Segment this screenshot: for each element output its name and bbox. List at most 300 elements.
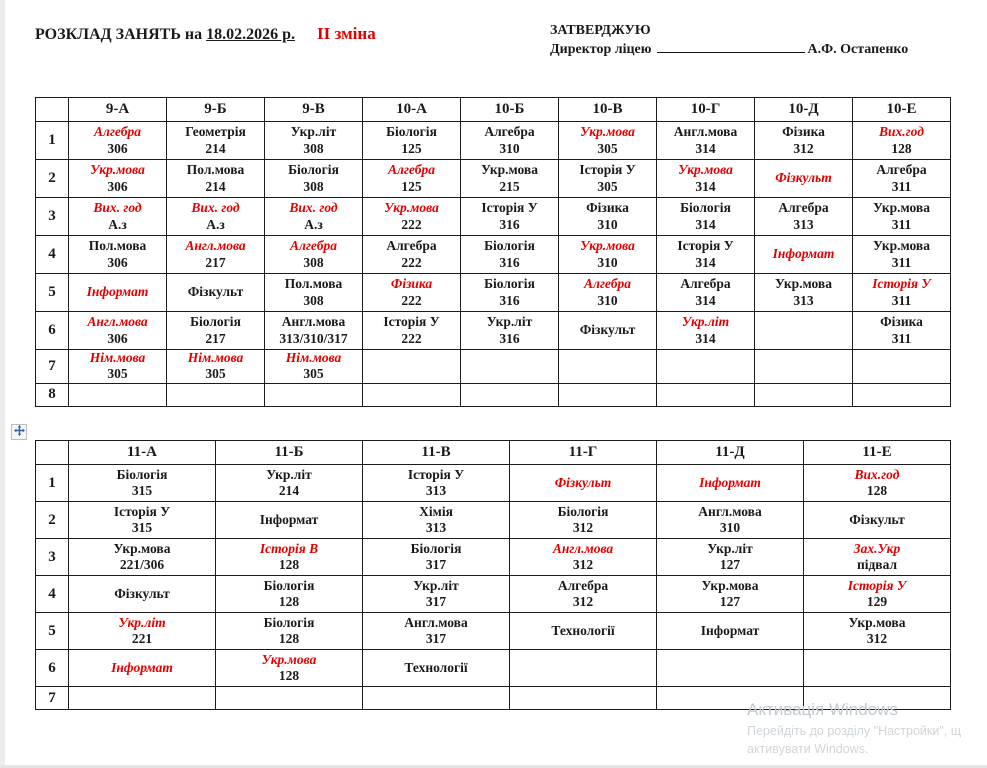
lesson-cell [853, 198, 951, 236]
lesson-cell [363, 198, 461, 236]
room-label: 214 [278, 483, 300, 498]
lesson-cell [167, 198, 265, 236]
lesson-cell [363, 539, 510, 576]
room-label: 312 [866, 631, 888, 646]
lesson-cell [853, 236, 951, 274]
room-label: 306 [107, 330, 128, 346]
schedule-row [36, 160, 951, 198]
subject-label: Біологія [484, 238, 535, 254]
subject-label: Укр.мова [848, 614, 906, 630]
lesson-cell [755, 312, 853, 350]
lesson-cell [657, 312, 755, 350]
lesson-cell [657, 198, 755, 236]
room-label: 127 [719, 594, 741, 609]
room-label: 306 [107, 140, 128, 156]
room-label: 312 [572, 520, 594, 535]
lesson-cell [69, 198, 167, 236]
subject-label: Технології [404, 659, 468, 675]
lesson-cell [69, 613, 216, 650]
room-label: 316 [499, 292, 520, 308]
room-label: 308 [303, 254, 324, 270]
lesson-cell [363, 383, 461, 406]
subject-label: Укр.мова [261, 651, 317, 667]
room-label: 215 [499, 178, 520, 194]
subject-label: Історія У [113, 503, 171, 519]
room-label: А.з [304, 216, 323, 232]
lesson-cell [853, 274, 951, 312]
room-label: 315 [131, 520, 153, 535]
period-number: 3 [36, 539, 69, 576]
subject-label: Алгебра [290, 238, 337, 254]
lesson-cell [363, 160, 461, 198]
lesson-cell [559, 274, 657, 312]
room-label: 214 [205, 140, 226, 156]
room-label: 314 [695, 216, 716, 232]
subject-label: Біологія [386, 124, 437, 140]
table-move-handle[interactable] [11, 424, 27, 440]
subject-label: Фізика [880, 314, 923, 330]
class-header: 10-Е [853, 98, 951, 122]
lesson-cell [461, 122, 559, 160]
title-main: РОЗКЛАД ЗАНЯТЬ на [35, 26, 207, 43]
title-date: 18.02.2026 р. [206, 26, 296, 43]
subject-label: Англ.мова [673, 124, 738, 140]
room-label: 221 [131, 631, 153, 646]
lesson-cell [755, 350, 853, 384]
room-label: 313 [425, 520, 447, 535]
lesson-cell [755, 160, 853, 198]
subject-label: Англ.мова [281, 314, 346, 330]
room-label: 222 [401, 254, 422, 270]
subject-label: Інформат [700, 622, 760, 638]
room-label: 311 [891, 178, 912, 194]
subject-label: Інформат [699, 474, 761, 490]
subject-label: Укр.мова [873, 238, 930, 254]
room-label: 311 [891, 330, 912, 346]
subject-label: Укр.мова [678, 162, 733, 178]
lesson-cell [265, 160, 363, 198]
subject-label: Укр.мова [701, 577, 759, 593]
subject-label: Укр.літ [290, 124, 337, 140]
lesson-cell [559, 198, 657, 236]
period-number: 4 [36, 576, 69, 613]
lesson-cell [216, 650, 363, 687]
room-label: 306 [107, 178, 128, 194]
lesson-cell [363, 613, 510, 650]
room-label: 306 [107, 254, 128, 270]
subject-label: Алгебра [484, 124, 535, 140]
class-header: 11-Е [804, 441, 951, 465]
subject-label: Історія У [579, 162, 636, 178]
room-label: 314 [695, 292, 716, 308]
room-label: 221/306 [119, 557, 165, 572]
room-label: 310 [719, 520, 741, 535]
page-edge-left [0, 0, 5, 768]
period-number: 3 [36, 198, 69, 236]
lesson-cell [363, 650, 510, 687]
subject-label: Зах.Укр [853, 540, 901, 556]
period-number: 4 [36, 236, 69, 274]
room-label: 310 [597, 254, 618, 270]
room-label: 313/310/317 [279, 330, 348, 346]
lesson-cell [69, 274, 167, 312]
subject-label: Геометрія [185, 124, 246, 140]
subject-label: Нім.мова [187, 350, 244, 365]
room-label: 314 [695, 330, 716, 346]
period-number: 2 [36, 502, 69, 539]
lesson-cell [510, 650, 657, 687]
subject-label: Біологія [484, 276, 535, 292]
lesson-cell [363, 312, 461, 350]
subject-label: Алгебра [876, 162, 927, 178]
subject-label: Фізкульт [579, 322, 636, 338]
schedule-table-11 [35, 440, 951, 710]
lesson-cell [265, 312, 363, 350]
room-label: 308 [303, 292, 324, 308]
subject-label: Хімія [419, 503, 453, 519]
room-label: 128 [278, 631, 300, 646]
class-header: 10-А [363, 98, 461, 122]
lesson-cell [804, 502, 951, 539]
lesson-cell [657, 613, 804, 650]
period-number: 2 [36, 160, 69, 198]
lesson-cell [363, 502, 510, 539]
watermark-line2: Перейдіть до розділу "Настройки", щ [747, 723, 962, 738]
lesson-cell [461, 383, 559, 406]
subject-label: Укр.літ [486, 314, 533, 330]
room-label: 310 [597, 292, 618, 308]
subject-label: Укр.мова [481, 162, 538, 178]
approval-name: А.Ф. Остапенко [807, 41, 909, 57]
schedule-row [36, 236, 951, 274]
room-label: 305 [107, 366, 128, 382]
class-header: 10-Г [657, 98, 755, 122]
subject-label: Пол.мова [186, 162, 245, 178]
lesson-cell [510, 687, 657, 710]
lesson-cell [216, 502, 363, 539]
windows-activation-watermark [747, 699, 987, 758]
room-label: 317 [425, 557, 447, 572]
lesson-cell [657, 236, 755, 274]
lesson-cell [69, 502, 216, 539]
approval-prefix: Директор ліцею [550, 41, 652, 57]
approval-signature-line [550, 41, 908, 60]
subject-label: Біологія [190, 314, 241, 330]
schedule-row [36, 350, 951, 384]
lesson-cell [461, 274, 559, 312]
lesson-cell [69, 160, 167, 198]
class-header: 10-Д [755, 98, 853, 122]
lesson-cell [363, 576, 510, 613]
lesson-cell [167, 122, 265, 160]
subject-label: Укр.мова [113, 540, 171, 556]
room-label: 217 [205, 254, 226, 270]
lesson-cell [363, 687, 510, 710]
lesson-cell [657, 576, 804, 613]
lesson-cell [559, 236, 657, 274]
subject-label: Історія У [481, 200, 538, 216]
lesson-cell [510, 539, 657, 576]
subject-label: Англ.мова [87, 314, 148, 330]
subject-label: Фізкульт [849, 511, 905, 527]
subject-label: Укр.літ [707, 540, 753, 556]
room-label: 316 [499, 254, 520, 270]
class-header: 10-В [559, 98, 657, 122]
lesson-cell [804, 465, 951, 502]
subject-label: Укр.літ [118, 614, 166, 630]
corner-cell [36, 441, 69, 465]
class-header: 9-А [69, 98, 167, 122]
lesson-cell [167, 236, 265, 274]
room-label: 128 [278, 557, 300, 572]
room-label: 312 [793, 140, 814, 156]
subject-label: Біологія [116, 466, 168, 482]
subject-label: Англ.мова [552, 540, 614, 556]
lesson-cell [559, 122, 657, 160]
room-label: 222 [401, 330, 422, 346]
lesson-cell [167, 312, 265, 350]
subject-label: Історія У [872, 276, 931, 292]
lesson-cell [461, 198, 559, 236]
lesson-cell [265, 350, 363, 384]
room-label: 314 [695, 254, 716, 270]
lesson-cell [265, 122, 363, 160]
lesson-cell [853, 383, 951, 406]
subject-label: Фізика [390, 276, 433, 292]
subject-label: Алгебра [778, 200, 829, 216]
subject-label: Вих. год [93, 200, 142, 216]
lesson-cell [69, 539, 216, 576]
watermark-line3: активувати Windows. [747, 742, 869, 757]
subject-label: Біологія [263, 614, 315, 630]
room-label: 313 [793, 216, 814, 232]
lesson-cell [853, 350, 951, 384]
approval-block [550, 22, 908, 60]
room-label: 125 [401, 140, 422, 156]
subject-label: Алгебра [584, 276, 631, 292]
period-number: 6 [36, 650, 69, 687]
period-number: 8 [36, 383, 69, 406]
lesson-cell [657, 160, 755, 198]
lesson-cell [657, 539, 804, 576]
room-label: 315 [131, 483, 153, 498]
lesson-cell [461, 350, 559, 384]
room-label: 222 [401, 292, 422, 308]
lesson-cell [167, 350, 265, 384]
lesson-cell [657, 350, 755, 384]
lesson-cell [363, 236, 461, 274]
subject-label: Пол.мова [88, 238, 147, 254]
subject-label: Біологія [557, 503, 609, 519]
subject-label: Укр.мова [775, 276, 832, 292]
lesson-cell [510, 576, 657, 613]
room-label: 316 [499, 216, 520, 232]
room-label: 311 [891, 254, 912, 270]
document-title [35, 24, 376, 44]
lesson-cell [559, 350, 657, 384]
schedule-row [36, 383, 951, 406]
lesson-cell [853, 160, 951, 198]
room-label: 127 [719, 557, 741, 572]
corner-cell [36, 98, 69, 122]
subject-label: Інформат [259, 511, 319, 527]
class-header: 9-В [265, 98, 363, 122]
signature-blank [657, 41, 805, 53]
subject-label: Англ.мова [185, 238, 246, 254]
subject-label: Нім.мова [89, 350, 146, 365]
lesson-cell [657, 465, 804, 502]
subject-label: Укр.літ [681, 314, 730, 330]
room-label: 305 [597, 140, 618, 156]
lesson-cell [755, 198, 853, 236]
subject-label: Біологія [680, 200, 731, 216]
lesson-cell [657, 650, 804, 687]
subject-label: Історія У [677, 238, 734, 254]
lesson-cell [69, 465, 216, 502]
subject-label: Алгебра [557, 577, 609, 593]
lesson-cell [167, 383, 265, 406]
period-number: 5 [36, 613, 69, 650]
approval-heading: ЗАТВЕРДЖУЮ [550, 23, 651, 38]
room-label: 128 [278, 668, 300, 683]
room-label: 128 [278, 594, 300, 609]
subject-label: Вих.год [854, 466, 900, 482]
subject-label: Історія В [259, 540, 319, 556]
lesson-cell [755, 383, 853, 406]
room-label: 317 [425, 631, 447, 646]
room-label: 305 [597, 178, 618, 194]
lesson-cell [363, 122, 461, 160]
lesson-cell [755, 122, 853, 160]
room-label: 305 [205, 366, 226, 382]
subject-label: Англ.мова [404, 614, 468, 630]
room-label: 310 [499, 140, 520, 156]
room-label: підвал [856, 557, 898, 572]
period-number: 7 [36, 687, 69, 710]
subject-label: Укр.мова [384, 200, 439, 216]
lesson-cell [265, 383, 363, 406]
subject-label: Біологія [263, 577, 315, 593]
schedule-table-9-10 [35, 97, 951, 407]
subject-label: Фізкульт [187, 284, 244, 300]
class-header: 11-В [363, 441, 510, 465]
lesson-cell [510, 465, 657, 502]
subject-label: Алгебра [680, 276, 731, 292]
lesson-cell [363, 274, 461, 312]
lesson-cell [167, 160, 265, 198]
lesson-cell [216, 613, 363, 650]
lesson-cell [510, 502, 657, 539]
title-shift: ІІ зміна [317, 24, 376, 43]
watermark-title: Активація Windows [747, 700, 898, 719]
subject-label: Біологія [410, 540, 462, 556]
lesson-cell [265, 236, 363, 274]
schedule-row [36, 274, 951, 312]
subject-label: Алгебра [94, 124, 141, 140]
lesson-cell [69, 576, 216, 613]
subject-label: Інформат [772, 246, 835, 262]
subject-label: Інформат [111, 659, 173, 675]
period-number: 1 [36, 122, 69, 160]
subject-label: Укр.літ [413, 577, 459, 593]
subject-label: Нім.мова [285, 350, 342, 365]
class-header: 10-Б [461, 98, 559, 122]
room-label: 313 [793, 292, 814, 308]
lesson-cell [804, 613, 951, 650]
subject-label: Алгебра [388, 162, 435, 178]
lesson-cell [69, 312, 167, 350]
room-label: 308 [303, 178, 324, 194]
subject-label: Фізика [782, 124, 825, 140]
class-header: 11-Д [657, 441, 804, 465]
lesson-cell [657, 122, 755, 160]
room-label: 308 [303, 140, 324, 156]
period-number: 1 [36, 465, 69, 502]
lesson-cell [265, 274, 363, 312]
schedule-row [36, 576, 951, 613]
room-label: А.з [108, 216, 127, 232]
lesson-cell [69, 236, 167, 274]
room-label: 129 [866, 594, 888, 609]
subject-label: Вих. год [289, 200, 338, 216]
room-label: 314 [695, 178, 716, 194]
subject-label: Фізкульт [554, 474, 612, 490]
class-header: 11-Б [216, 441, 363, 465]
subject-label: Укр.мова [580, 124, 635, 140]
room-label: 314 [695, 140, 716, 156]
lesson-cell [69, 122, 167, 160]
class-header: 11-Г [510, 441, 657, 465]
lesson-cell [853, 312, 951, 350]
lesson-cell [657, 502, 804, 539]
subject-label: Технології [551, 622, 615, 638]
subject-label: Укр.мова [873, 200, 930, 216]
subject-label: Фізкульт [775, 170, 832, 186]
period-number: 5 [36, 274, 69, 312]
room-label: 310 [597, 216, 618, 232]
schedule-row [36, 122, 951, 160]
class-header: 11-А [69, 441, 216, 465]
lesson-cell [804, 539, 951, 576]
lesson-cell [755, 236, 853, 274]
schedule-row [36, 539, 951, 576]
lesson-cell [216, 465, 363, 502]
class-header: 9-Б [167, 98, 265, 122]
period-number: 6 [36, 312, 69, 350]
lesson-cell [755, 274, 853, 312]
lesson-cell [559, 160, 657, 198]
lesson-cell [69, 650, 216, 687]
schedule-row [36, 465, 951, 502]
lesson-cell [461, 160, 559, 198]
lesson-cell [216, 687, 363, 710]
lesson-cell [216, 576, 363, 613]
subject-label: Історія У [383, 314, 440, 330]
subject-label: Вих. год [191, 200, 240, 216]
lesson-cell [265, 198, 363, 236]
subject-label: Біологія [288, 162, 339, 178]
lesson-cell [69, 687, 216, 710]
subject-label: Укр.мова [90, 162, 145, 178]
lesson-cell [363, 465, 510, 502]
subject-label: Історія У [847, 577, 907, 593]
lesson-cell [363, 350, 461, 384]
schedule-row [36, 650, 951, 687]
subject-label: Інформат [86, 284, 149, 300]
schedule-row [36, 198, 951, 236]
room-label: 312 [572, 594, 594, 609]
lesson-cell [69, 350, 167, 384]
